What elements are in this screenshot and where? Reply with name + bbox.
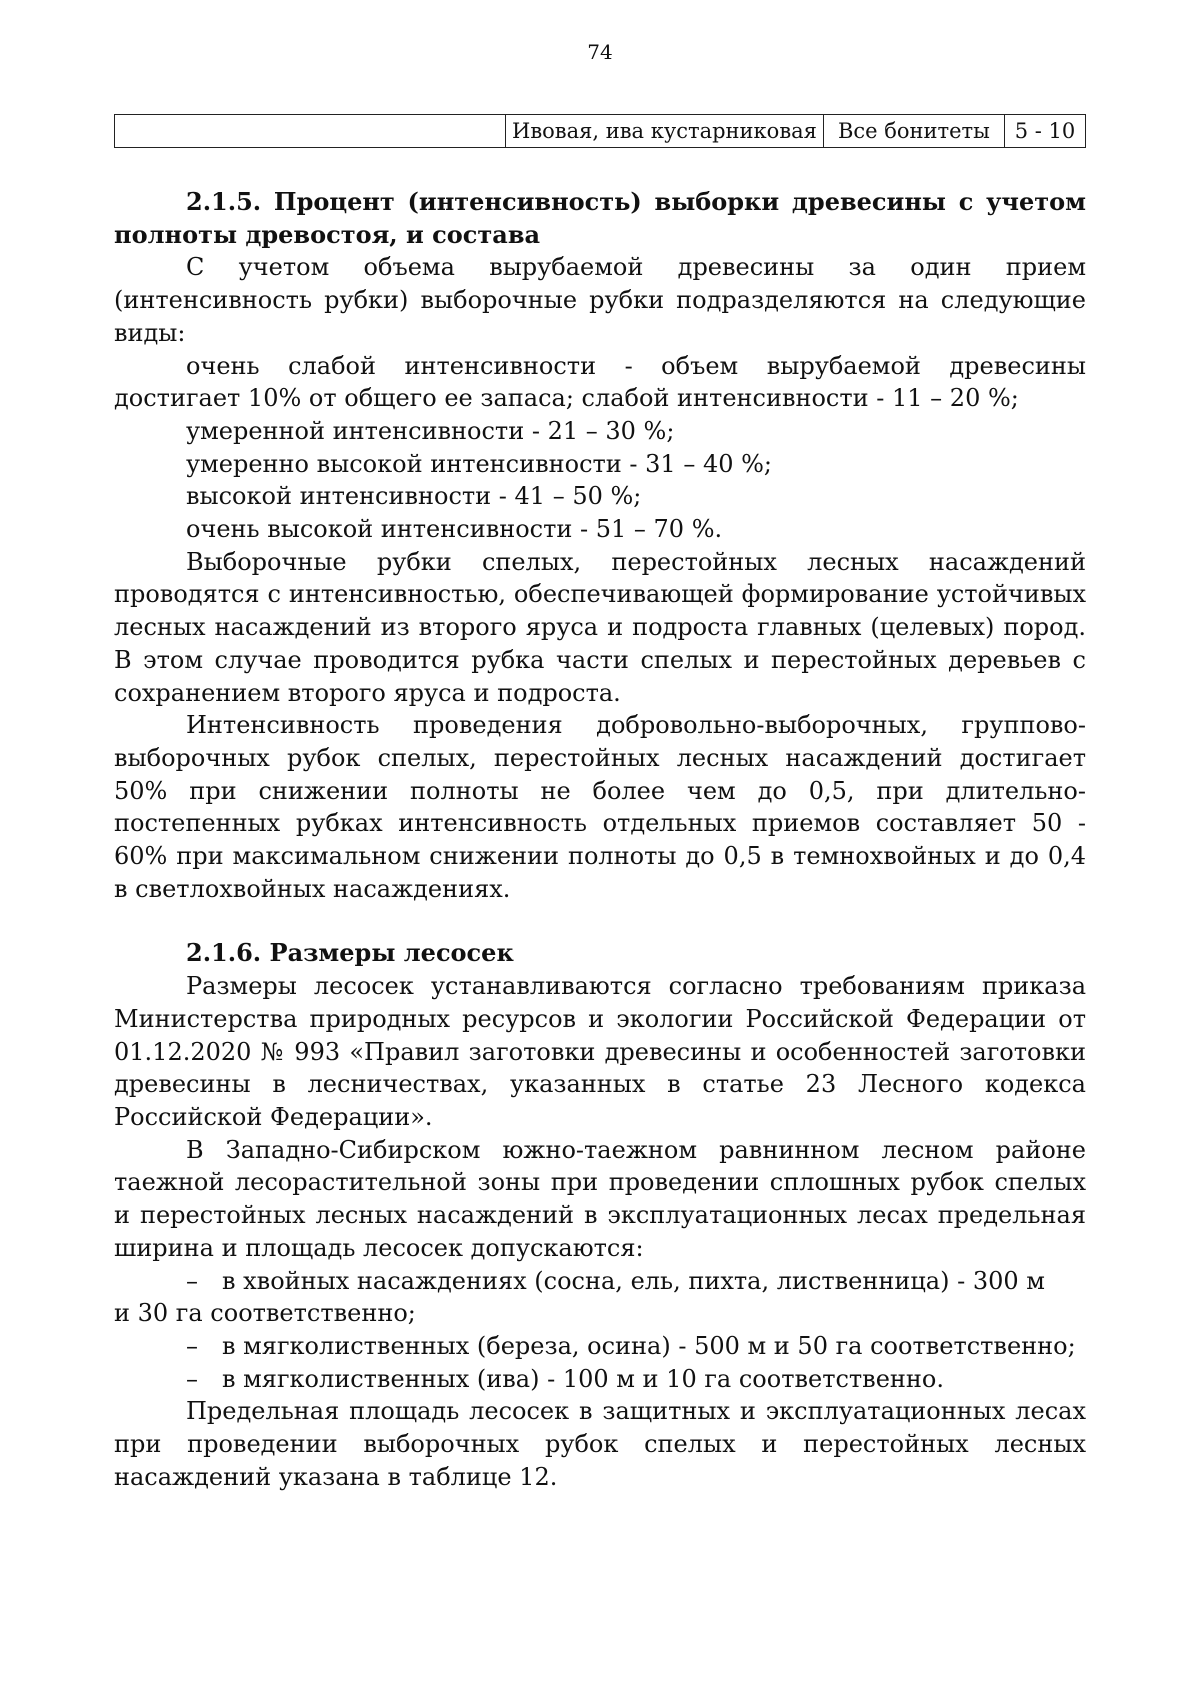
list-item <box>114 1330 1086 1363</box>
table-row <box>115 115 1086 148</box>
intensity-type-3: умеренно высокой интенсивности - 31 – 40 %; <box>186 449 773 478</box>
section-heading-2-1-6: 2.1.6. Размеры лесосек <box>186 938 514 968</box>
continued-table <box>114 114 1086 148</box>
table-cell-bonitet: Все бонитеты <box>823 115 1004 148</box>
paragraph-intensity: Интенсивность проведения добровольно-выборочных, группово-выборочных рубок спелых, перестойных лесных насаждений достигает 50% при снижении полноты не более чем до 0,5, при длительно-постепенных рубках интенсивность отдельных приемов составляет 50 - 60% при максимальном снижении полноты до 0,5 в темнохвойных и до 0,4 в светлохвойных насаждениях. <box>114 711 1086 903</box>
paragraph-selective-felling: Выборочные рубки спелых, перестойных лесных насаждений проводятся с интенсивностью, обеспечивающей формирование устойчивых лесных насаждений из второго яруса и подроста главных (целевых) пород. В этом случае проводится рубка части спелых и перестойных деревьев с сохранением второго яруса и подроста. <box>114 547 1086 707</box>
paragraph-intro: С учетом объема вырубаемой древесины за один прием (интенсивность рубки) выборочные рубки подразделяются на следующие виды: <box>114 253 1086 347</box>
intensity-type-5: очень высокой интенсивности - 51 – 70 %. <box>186 515 723 544</box>
dash-bullet: – <box>186 1364 198 1393</box>
paragraph-max-area: Предельная площадь лесосек в защитных и эксплуатационных лесах при проведении выборочных рубок спелых и перестойных лесных насаждений указана в таблице 12. <box>114 1397 1086 1491</box>
dash-bullet: – <box>186 1331 198 1360</box>
page-number: 74 <box>587 40 613 64</box>
section-heading-2-1-5: 2.1.5. Процент (интенсивность) выборки древесины с учетом полноты древостоя, и состава <box>114 187 1086 249</box>
list-item <box>114 1363 1086 1396</box>
list-item-text: в хвойных насаждениях (сосна, ель, пихта, лиственница) - 300 м <box>222 1266 1045 1295</box>
list-item <box>114 1265 1086 1330</box>
document-body <box>114 186 1086 1493</box>
dash-bullet: – <box>186 1266 198 1295</box>
list-item-continuation: и 30 га соответственно; <box>114 1299 416 1328</box>
list-item-text: в мягколиственных (ива) - 100 м и 10 га соответственно. <box>222 1364 944 1393</box>
table-cell-species: Ивовая, ива кустарниковая <box>506 115 824 148</box>
table-cell-range: 5 - 10 <box>1004 115 1085 148</box>
table-cell-empty <box>115 115 506 148</box>
intensity-type-1: очень слабой интенсивности - объем вырубаемой древесины достигает 10% от общего ее запаса; слабой интенсивности - 11 – 20 %; <box>114 351 1086 413</box>
intensity-type-4: высокой интенсивности - 41 – 50 %; <box>186 482 642 511</box>
intensity-type-2: умеренной интенсивности - 21 – 30 %; <box>186 416 675 445</box>
list-item-text: в мягколиственных (береза, осина) - 500 м и 50 га соответственно; <box>222 1331 1076 1360</box>
paragraph-cutting-area-sizes: Размеры лесосек устанавливаются согласно требованиям приказа Министерства природных ресурсов и экологии Российской Федерации от 01.12.2020 № 993 «Правил заготовки древесины и особенностей заготовки древесины в лесничествах, указанных в статье 23 Лесного кодекса Российской Федерации». <box>114 972 1086 1131</box>
spacer <box>114 905 1086 937</box>
paragraph-west-siberian-region: В Западно-Сибирском южно-таежном равнинном лесном районе таежной лесорастительной зоны при проведении сплошных рубок спелых и перестойных лесных насаждений в эксплуатационных лесах предельная ширина и площадь лесосек допускаются: <box>114 1135 1086 1262</box>
